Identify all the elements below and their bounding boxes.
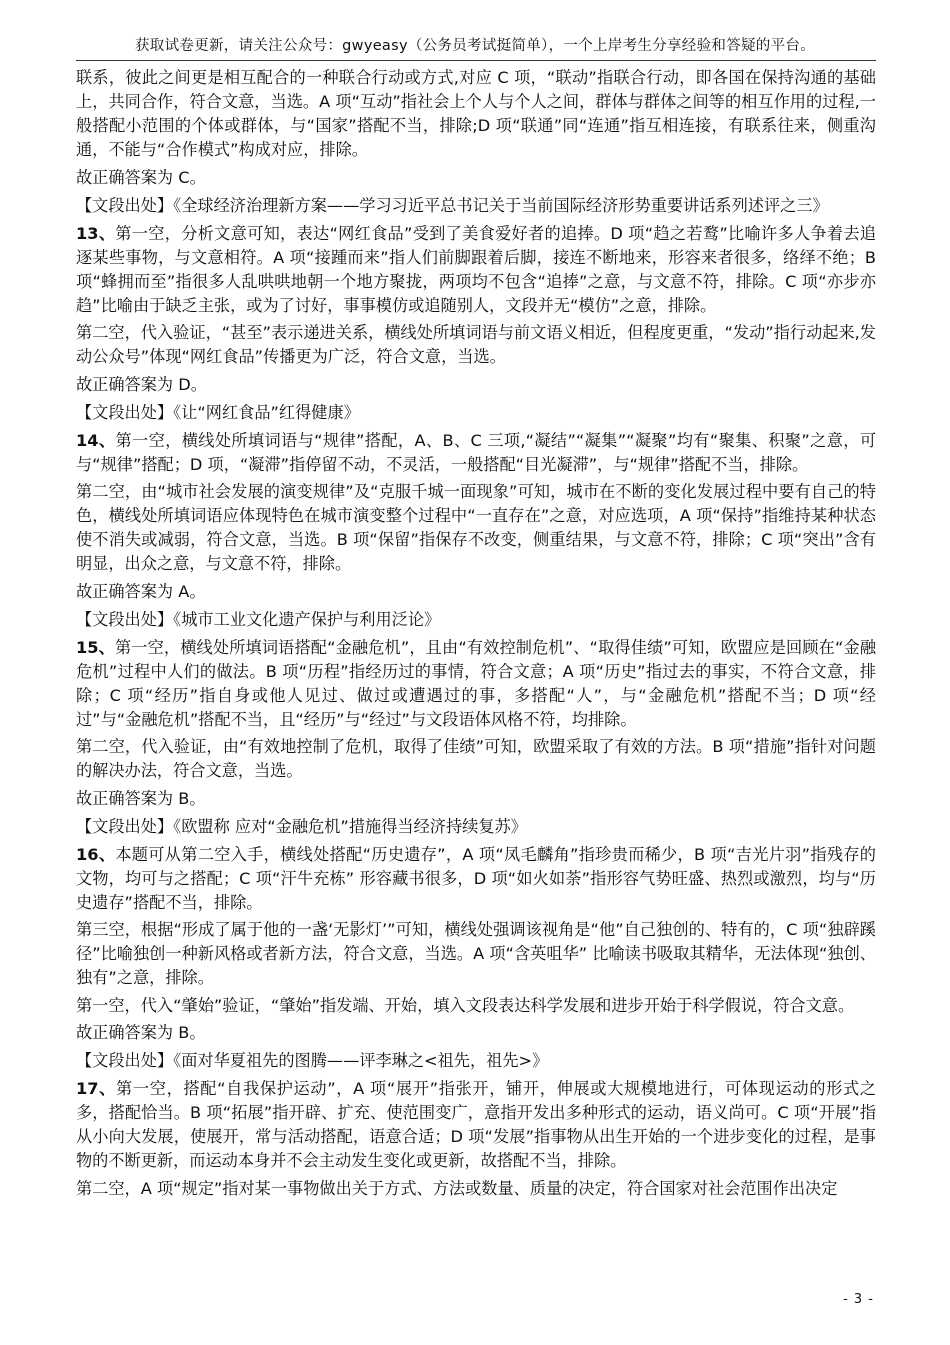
source-paragraph [76, 815, 876, 839]
paragraph-text: 第二空，由“城市社会发展的演变规律”及“克服千城一面现象”可知，城市在不断的变化发展过程中要有自己的特色，横线处所填词语应体现特色在城市演变整个过程中“一直存在”之意，对应选项，A 项“保持”指维持某种状态使不消失或减弱，符合文意，当选。B 项“保留”指保存不改变，侧重结果，与文意不符，排除；C 项“突出”含有明显，出众之意，与文意不符，排除。 [76, 482, 876, 573]
source-paragraph [76, 401, 876, 425]
document-body [76, 66, 876, 1204]
body-paragraph [76, 994, 876, 1018]
body-paragraph [76, 66, 876, 162]
source-paragraph [76, 1049, 876, 1073]
body-paragraph [76, 843, 876, 915]
paragraph-text: 【文段出处】《全球经济治理新方案——学习习近平总书记关于当前国际经济形势重要讲话系列述评之三》 [76, 195, 829, 215]
header-divider [76, 60, 876, 61]
body-paragraph [76, 735, 876, 783]
answer-paragraph [76, 373, 876, 397]
paragraph-text: 第二空，代入验证，“甚至”表示递进关系，横线处所填词语与前文语义相近，但程度更重，“发动”指行动起来,发动公众号”体现“网红食品”传播更为广泛，符合文意，当选。 [76, 323, 876, 366]
answer-paragraph [76, 1021, 876, 1045]
answer-paragraph [76, 580, 876, 604]
body-paragraph [76, 918, 876, 990]
answer-paragraph [76, 787, 876, 811]
paragraph-text: 联系，彼此之间更是相互配合的一种联合行动或方式,对应 C 项，“联动”指联合行动，即各国在保持沟通的基础上，共同合作，符合文意，当选。A 项“互动”指社会上个人与个人之间，群体与群体之间等的相互作用的过程,一般搭配小范围的个体或群体，与“国家”搭配不当，排除;D 项“联通”同“连通”指互相连接，有联系往来，侧重沟通，不能与“合作模式”构成对应，排除。 [76, 68, 876, 159]
body-paragraph [76, 429, 876, 477]
paragraph-text: 故正确答案为 B。 [76, 1023, 206, 1042]
question-number: 16、 [76, 844, 116, 864]
source-paragraph [76, 194, 876, 218]
question-number: 13、 [76, 223, 116, 243]
answer-paragraph [76, 166, 876, 190]
paragraph-text: 故正确答案为 B。 [76, 788, 206, 808]
paragraph-text: 故正确答案为 C。 [76, 167, 206, 187]
paragraph-text: 第一空，横线处所填词语与“规律”搭配，A、B、C 三项,“凝结”“凝集”“凝聚”均有“聚集、积聚”之意，可与“规律”搭配；D 项，“凝滞”指停留不动，不灵活，一般搭配“目光凝滞”，与“规律”搭配不当，排除。 [76, 430, 877, 474]
page-header: 获取试卷更新，请关注公众号：gwyeasy（公务员考试挺简单），一个上岸考生分享经验和答疑的平台。 [134, 38, 816, 54]
paragraph-text: 【文段出处】《面对华夏祖先的图腾——评李琳之<祖先，祖先>》 [76, 1051, 549, 1070]
paragraph-text: 故正确答案为 A。 [76, 581, 206, 601]
paragraph-text: 第二空，A 项“规定”指对某一事物做出关于方式、方法或数量、质量的决定，符合国家对社会范围作出决定 [76, 1178, 838, 1198]
paragraph-text: 第一空，代入“肇始”验证，“肇始”指发端、开始，填入文段表达科学发展和进步开始于科学假说，符合文意。 [76, 995, 855, 1015]
body-paragraph [76, 321, 876, 369]
body-paragraph [76, 1177, 876, 1201]
paragraph-text: 第一空，搭配“自我保护运动”，A 项“展开”指张开，铺开，伸展或大规模地进行，可体现运动的形式之多，搭配恰当。B 项“拓展”指开辟、扩充、使范围变广，意指开发出多种形式的运动，语义尚可。C 项“开展”指从小向大发展，使展开，常与活动搭配，语意合适；D 项“发展”指事物从出生开始的一个进步变化的过程，是事物的不断更新，而运动本身并不会主动发生变化或更新，故搭配不当，排除。 [76, 1079, 877, 1170]
paragraph-text: 本题可从第二空入手，横线处搭配“历史遗存”，A 项“凤毛麟角”指珍贵而稀少，B 项“吉光片羽”指残存的文物，均可与之搭配；C 项“汗牛充栋” 形容藏书很多，D 项“如火如荼”指形容气势旺盛、热烈或激烈，均与“历史遗存”搭配不当，排除。 [76, 844, 876, 912]
paragraph-text: 【文段出处】《让“网红食品”红得健康》 [76, 402, 360, 422]
body-paragraph [76, 480, 876, 576]
paragraph-text: 第一空，横线处所填词语搭配“金融危机”，且由“有效控制危机”、“取得佳绩”可知，欧盟应是回顾在“金融危机”过程中人们的做法。B 项“历程”指经历过的事情，符合文意；A 项“历史”指过去的事实，不符合文意，排除；C 项“经历”指自身或他人见过、做过或遭遇过的事，多搭配“人”，与“金融危机”搭配不当；D 项“经过”与“金融危机”搭配不当，且“经历”与“经过”与文段语体风格不符，均排除。 [76, 637, 877, 729]
body-paragraph [76, 222, 876, 318]
paragraph-text: 故正确答案为 D。 [76, 374, 207, 394]
source-paragraph [76, 608, 876, 632]
paragraph-text: 第三空，根据“形成了属于他的一盏‘无影灯’”可知，横线处强调该视角是“他”自己独创的、特有的，C 项“独辟蹊径”比喻独创一种新风格或者新方法，符合文意，当选。A 项“含英咀华” 比喻读书吸取其精华，无法体现“独创、独有”之意，排除。 [76, 920, 876, 987]
question-number: 15、 [76, 637, 115, 657]
body-paragraph [76, 636, 876, 732]
paragraph-text: 【文段出处】《城市工业文化遗产保护与利用泛论》 [76, 609, 441, 629]
question-number: 14、 [76, 430, 116, 450]
body-paragraph [76, 1077, 876, 1173]
paragraph-text: 【文段出处】《欧盟称 应对“金融危机”措施得当经济持续复苏》 [76, 816, 527, 836]
page-number: - 3 - [843, 1292, 874, 1307]
paragraph-text: 第一空，分析文意可知，表达“网红食品”受到了美食爱好者的追捧。D 项“趋之若鹜”比喻许多人争着去追逐某些事物，与文意相符。A 项“接踵而来”指人们前脚跟着后脚，接连不断地来，形容来者很多，络绎不绝；B 项“蜂拥而至”指很多人乱哄哄地朝一个地方聚拢，两项均不包含“追捧”之意，与文意不符，排除。C 项“亦步亦趋”比喻由于缺乏主张，或为了讨好，事事模仿或追随别人，文段并无“模仿”之意，排除。 [76, 223, 876, 315]
paragraph-text: 第二空，代入验证，由“有效地控制了危机，取得了佳绩”可知，欧盟采取了有效的方法。B 项“措施”指针对问题的解决办法，符合文意，当选。 [76, 737, 876, 780]
question-number: 17、 [76, 1079, 117, 1098]
